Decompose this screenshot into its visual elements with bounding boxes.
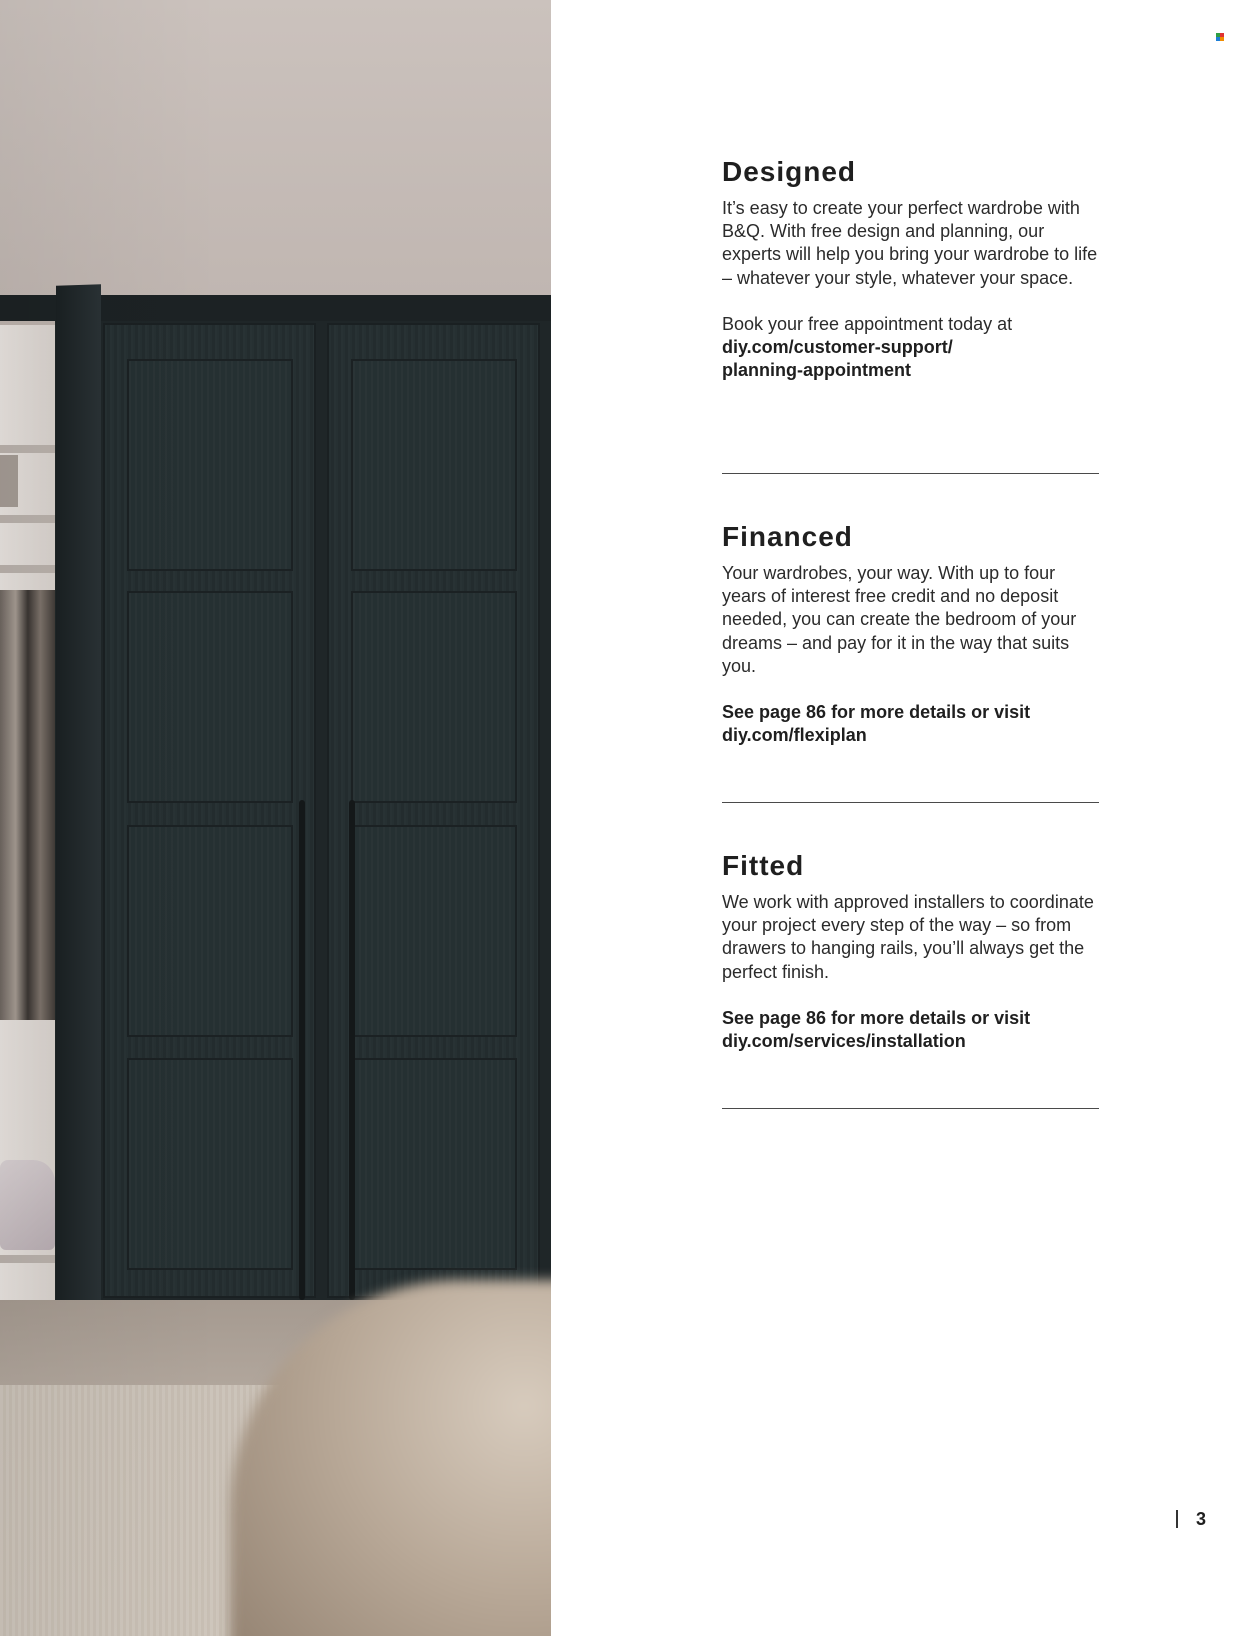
section-financed bbox=[722, 520, 1102, 747]
page-number-value: 3 bbox=[1195, 1509, 1206, 1529]
door-panel bbox=[127, 359, 293, 571]
wardrobe-photo bbox=[0, 0, 551, 1636]
door-panel bbox=[351, 825, 517, 1037]
section-cta bbox=[722, 1007, 1102, 1053]
section-divider bbox=[722, 1108, 1099, 1109]
storage-box bbox=[0, 455, 18, 507]
section-cta bbox=[722, 313, 1102, 383]
section-heading: Designed bbox=[722, 156, 857, 187]
wardrobe-door-right bbox=[327, 323, 540, 1298]
section-cta bbox=[722, 701, 1102, 747]
section-divider bbox=[722, 802, 1099, 803]
section-body: It’s easy to create your perfect wardrobe with B&Q. With free design and planning, our experts will help you bring your wardrobe to life – whatever your style, whatever your space. bbox=[722, 198, 1098, 288]
door-handle-left bbox=[299, 800, 305, 1300]
wardrobe-door-left bbox=[103, 323, 316, 1298]
door-panel bbox=[127, 1058, 293, 1270]
section-designed bbox=[722, 155, 1102, 382]
appointment-link-continued[interactable]: planning-appointment bbox=[722, 360, 911, 381]
door-handle-right bbox=[349, 800, 355, 1300]
appointment-link[interactable]: diy.com/customer-support/ bbox=[722, 337, 953, 358]
cta-text: See page 86 for more details or visit bbox=[722, 702, 1031, 723]
flexiplan-link[interactable]: diy.com/flexiplan bbox=[722, 725, 867, 746]
cta-text: See page 86 for more details or visit bbox=[722, 1007, 1031, 1028]
handbag bbox=[0, 1160, 55, 1250]
section-heading: Financed bbox=[722, 521, 853, 552]
hanging-clothes bbox=[0, 590, 62, 1020]
open-side-door bbox=[56, 284, 101, 1331]
section-fitted bbox=[722, 849, 1102, 1053]
installation-link[interactable]: diy.com/services/installation bbox=[722, 1031, 966, 1052]
page-number-divider bbox=[1176, 1510, 1178, 1528]
page-number bbox=[1176, 1509, 1206, 1530]
door-panel bbox=[351, 359, 517, 571]
section-heading: Fitted bbox=[722, 850, 805, 881]
section-body: Your wardrobes, your way. With up to four years of interest free credit and no deposit needed, you can create the bedroom of your dreams – and pay for it in the way that suits you. bbox=[722, 563, 1077, 676]
wall bbox=[0, 0, 551, 300]
brand-mark-icon bbox=[1216, 33, 1224, 41]
door-panel bbox=[127, 591, 293, 803]
door-panel bbox=[351, 591, 517, 803]
cta-text: Book your free appointment today at bbox=[722, 313, 1013, 334]
door-panel bbox=[351, 1058, 517, 1270]
section-body: We work with approved installers to coordinate your project every step of the way – so from drawers to hanging rails, you’ll always get the perfect finish. bbox=[722, 892, 1094, 982]
section-divider bbox=[722, 473, 1099, 474]
door-panel bbox=[127, 825, 293, 1037]
